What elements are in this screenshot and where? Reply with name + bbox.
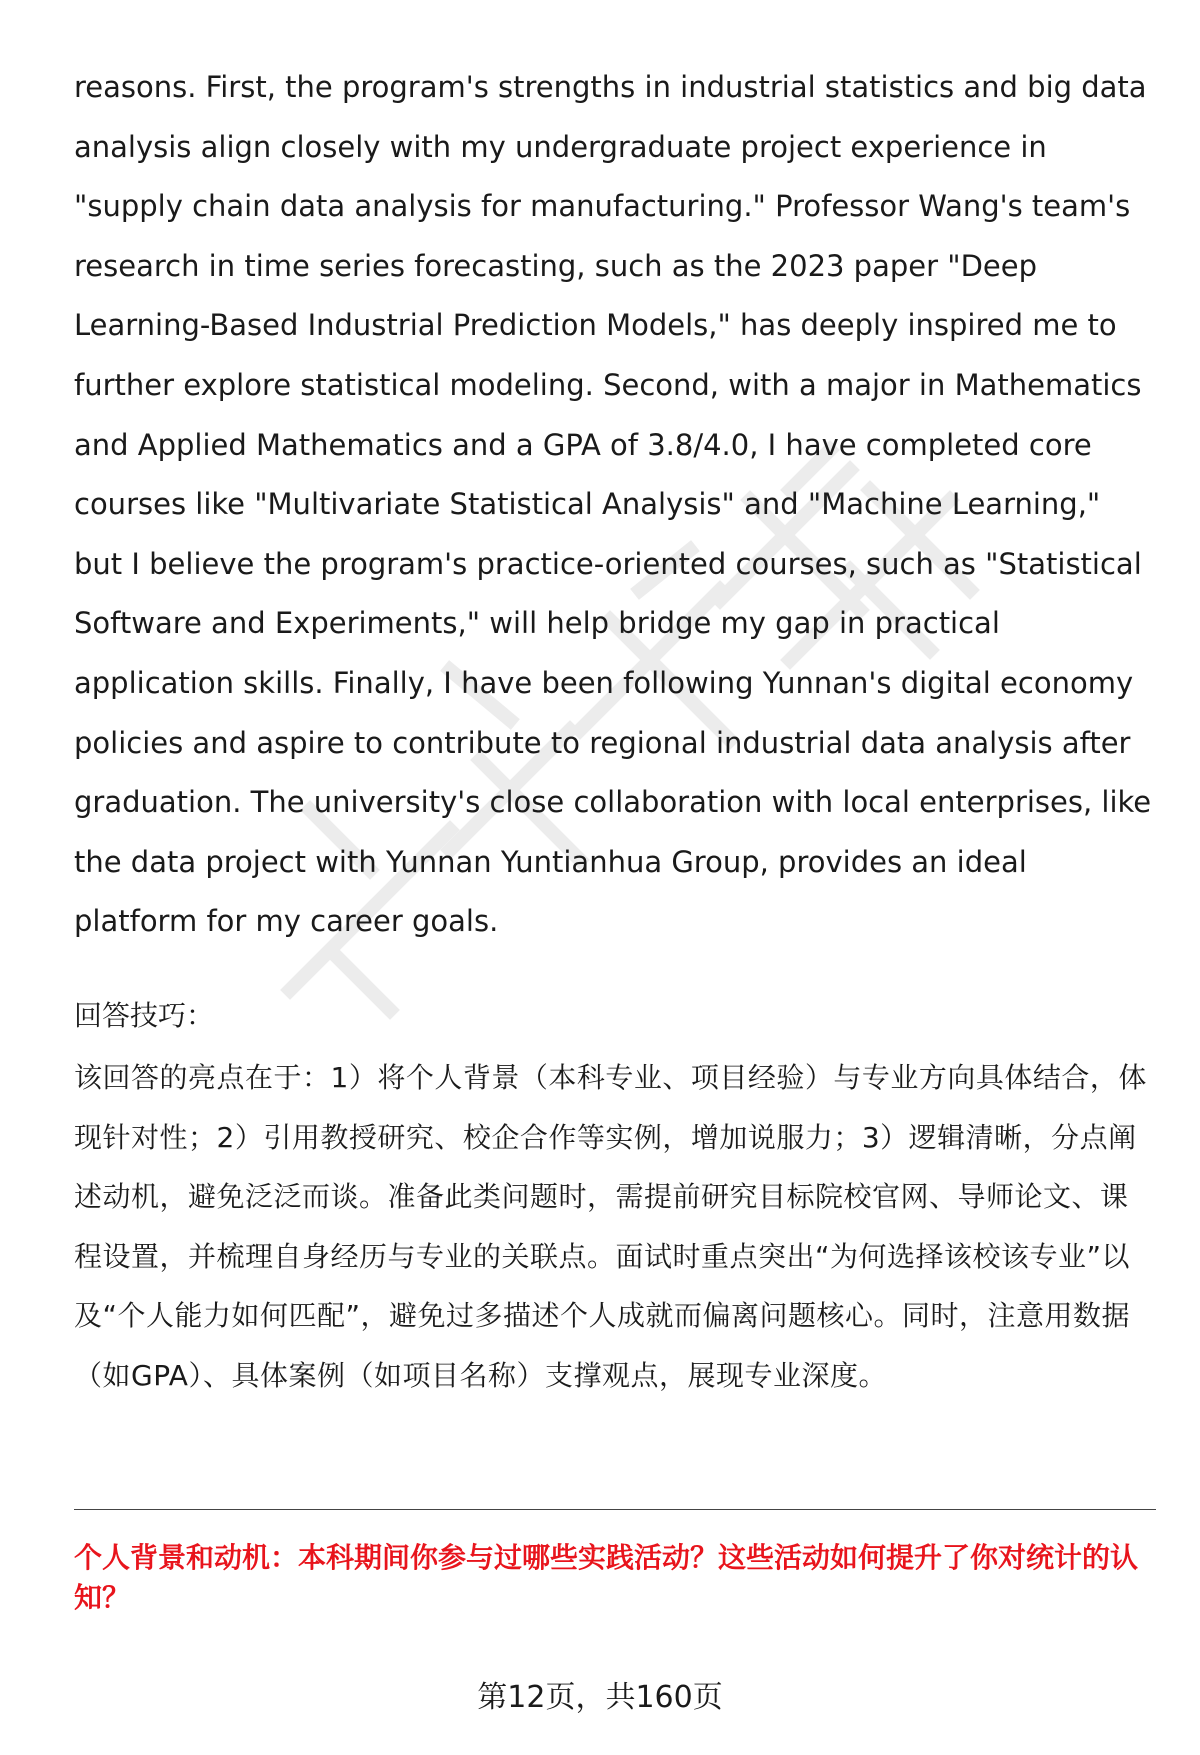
- next-question-heading: 个人背景和动机：本科期间你参与过哪些实践活动？这些活动如何提升了你对统计的认知？: [74, 1541, 1139, 1614]
- answer-paragraph: reasons. First, the program's strengths in industrial statistics and big data analysis align closely with my undergraduate project experience in "supply chain data analysis for manufacturing." Professor Wang's team's research in time series forecasting, such as the 2023 paper "Deep Learning-Based Industrial Prediction Models," has deeply inspired me to further explore statistical modeling. Second, with a major in Mathematics and Applied Mathematics and a GPA of 3.8/4.0, I have completed core courses like "Multivariate Statistical Analysis" and "Machine Learning," but I believe the program's practice-oriented courses, such as "Statistical Software and Experiments," will help bridge my gap in practical application skills. Finally, I have been following Yunnan's digital economy policies and aspire to contribute to regional industrial data analysis after graduation. The university's close collaboration with local enterprises, like the data project with Yunnan Yuntianhua Group, provides an ideal platform for my career goals.: [74, 70, 1152, 939]
- tips-heading: 回答技巧：: [74, 999, 215, 1032]
- page-number: 第12页，共160页: [477, 1680, 723, 1715]
- main-content: [74, 58, 1154, 1392]
- section-divider: [74, 1509, 1156, 1510]
- tips-body: 该回答的亮点在于：1）将个人背景（本科专业、项目经验）与专业方向具体结合，体现针对性；2）引用教授研究、校企合作等实例，增加说服力；3）逻辑清晰，分点阐述动机，避免泛泛而谈。准备此类问题时，需提前研究目标院校官网、导师论文、课程设置，并梳理自身经历与专业的关联点。面试时重点突出“为何选择该校该专业”以及“个人能力如何匹配”，避免过多描述个人成就而偏离问题核心。同时，注意用数据（如GPA）、具体案例（如项目名称）支撑观点，展现专业深度。: [74, 1061, 1147, 1392]
